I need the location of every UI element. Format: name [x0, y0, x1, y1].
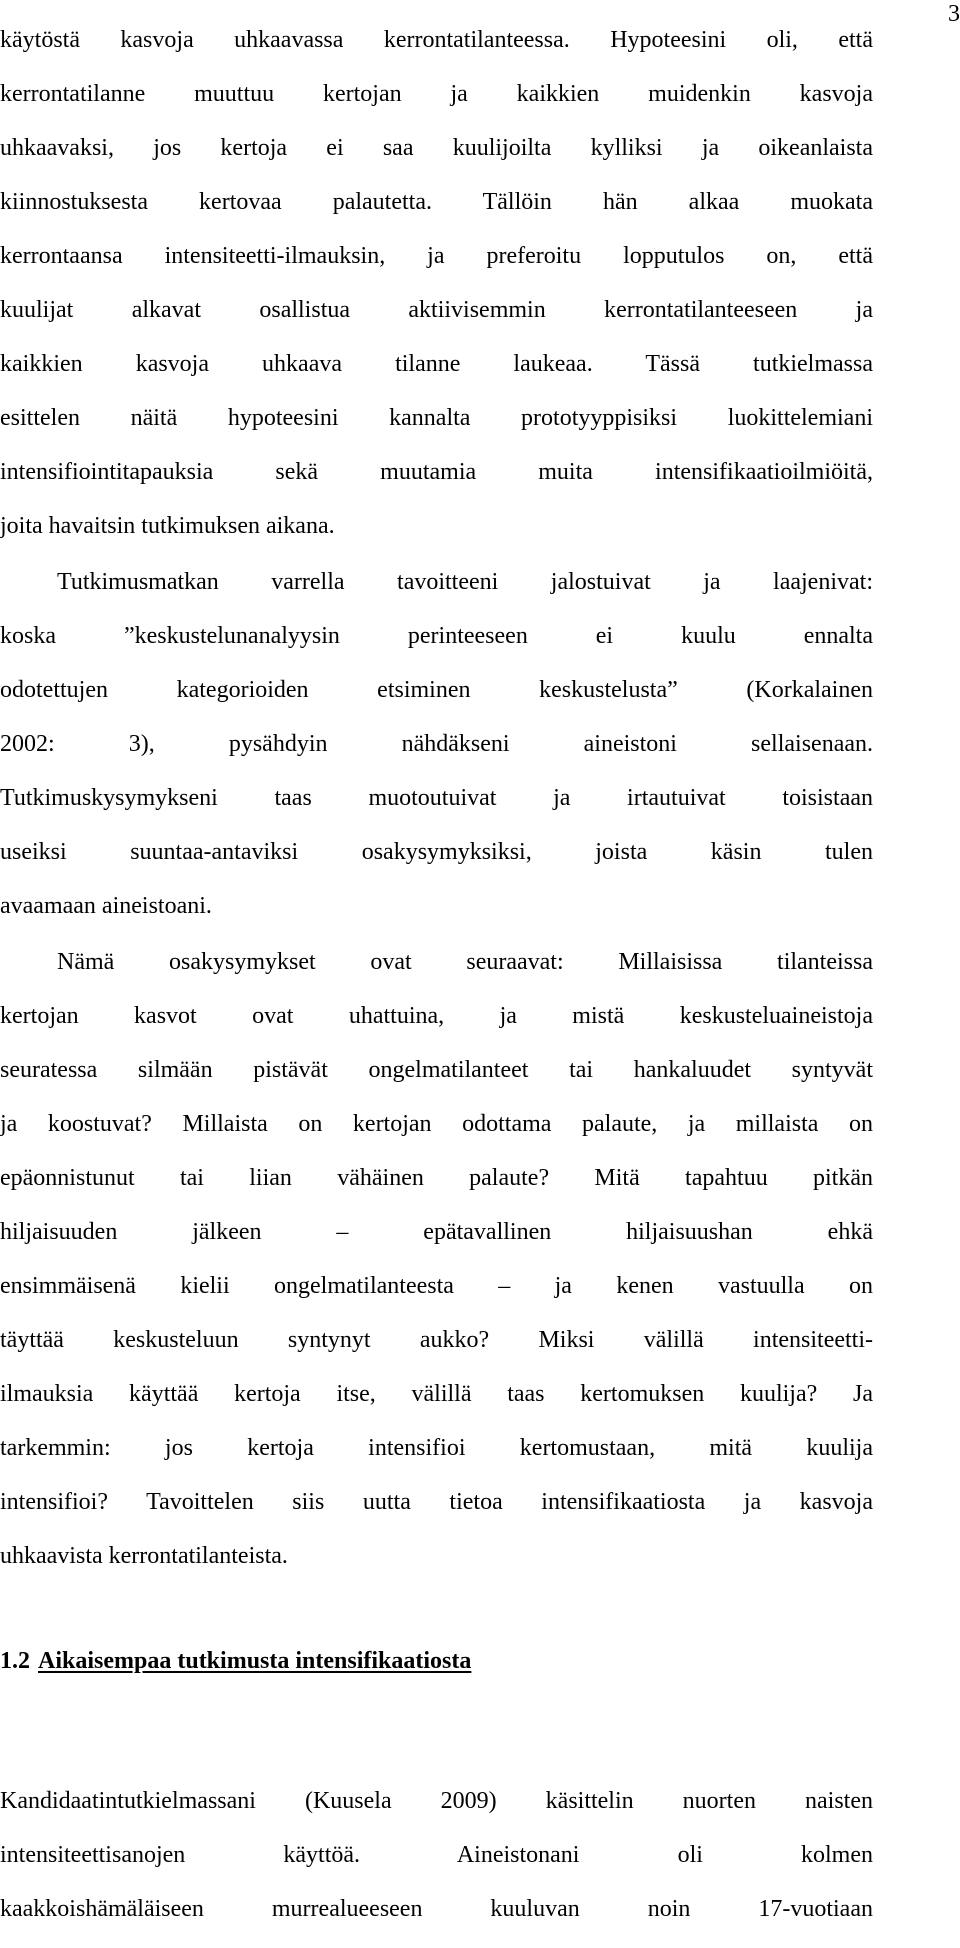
paragraph-1 — [0, 25, 873, 565]
text-line: kaakkoishämäläiseen murrealueeseen kuuluvan noin 17-vuotiaan — [0, 1896, 873, 1922]
text-line: tarkemmin: jos kertoja intensifioi kertomustaan, mitä kuulija — [0, 1435, 873, 1461]
paragraph-2 — [0, 567, 873, 945]
text-line: 2002: 3), pysähdyin nähdäkseni aineistoni sellaisenaan. — [0, 731, 873, 757]
section-title: Aikaisempaa tutkimusta intensifikaatiosta — [38, 1648, 472, 1674]
section-heading — [0, 1646, 471, 1676]
text-line: käytöstä kasvoja uhkaavassa kerrontatilanteessa. Hypoteesini oli, että — [0, 27, 873, 53]
text-line: esittelen näitä hypoteesini kannalta prototyyppisiksi luokittelemiani — [0, 405, 873, 431]
text-line: ensimmäisenä kielii ongelmatilanteesta – ja kenen vastuulla on — [0, 1273, 873, 1299]
text-line: epäonnistunut tai liian vähäinen palaute? Mitä tapahtuu pitkän — [0, 1165, 873, 1191]
paragraph-3 — [0, 947, 873, 1595]
text-line: uhkaavista kerrontatilanteista. — [0, 1543, 288, 1569]
text-line: hiljaisuuden jälkeen – epätavallinen hiljaisuushan ehkä — [0, 1219, 873, 1245]
text-line: kertojan kasvot ovat uhattuina, ja mistä keskusteluaineistoja — [0, 1003, 873, 1029]
text-line: kuulijat alkavat osallistua aktiivisemmin kerrontatilanteeseen ja — [0, 297, 873, 323]
paragraph-4 — [0, 1786, 873, 1948]
text-line: koska ”keskustelunanalyysin perinteeseen ei kuulu ennalta — [0, 623, 873, 649]
section-number: 1.2 — [0, 1648, 30, 1674]
text-line: ja koostuvat? Millaista on kertojan odottama palaute, ja millaista on — [0, 1111, 873, 1137]
text-line: kiinnostuksesta kertovaa palautetta. Tällöin hän alkaa muokata — [0, 189, 873, 215]
text-line: ilmauksia käyttää kertoja itse, välillä taas kertomuksen kuulija? Ja — [0, 1381, 873, 1407]
text-line: avaamaan aineistoani. — [0, 893, 212, 919]
text-line: joita havaitsin tutkimuksen aikana. — [0, 513, 335, 539]
text-line: kerrontaansa intensiteetti-ilmauksin, ja preferoitu lopputulos on, että — [0, 243, 873, 269]
text-line: Nämä osakysymykset ovat seuraavat: Millaisissa tilanteissa — [57, 949, 873, 975]
text-line: intensiteettisanojen käyttöä. Aineistonani oli kolmen — [0, 1842, 873, 1868]
page-number: 3 — [948, 1, 960, 27]
text-line: seuratessa silmään pistävät ongelmatilanteet tai hankaluudet syntyvät — [0, 1057, 873, 1083]
text-line: uhkaavaksi, jos kertoja ei saa kuulijoilta kylliksi ja oikeanlaista — [0, 135, 873, 161]
text-line: kaikkien kasvoja uhkaava tilanne laukeaa. Tässä tutkielmassa — [0, 351, 873, 377]
text-line: useiksi suuntaa-antaviksi osakysymyksiksi, joista käsin tulen — [0, 839, 873, 865]
text-line: Kandidaatintutkielmassani (Kuusela 2009) käsittelin nuorten naisten — [0, 1788, 873, 1814]
text-line: odotettujen kategorioiden etsiminen keskustelusta” (Korkalainen — [0, 677, 873, 703]
text-line: Tutkimuskysymykseni taas muotoutuivat ja irtautuivat toisistaan — [0, 785, 873, 811]
text-line: intensifiointitapauksia sekä muutamia muita intensifikaatioilmiöitä, — [0, 459, 873, 485]
text-line: intensifioi? Tavoittelen siis uutta tietoa intensifikaatiosta ja kasvoja — [0, 1489, 873, 1515]
text-line: kerrontatilanne muuttuu kertojan ja kaikkien muidenkin kasvoja — [0, 81, 873, 107]
text-line: Tutkimusmatkan varrella tavoitteeni jalostuivat ja laajenivat: — [57, 569, 873, 595]
text-line: täyttää keskusteluun syntynyt aukko? Miksi välillä intensiteetti- — [0, 1327, 873, 1353]
